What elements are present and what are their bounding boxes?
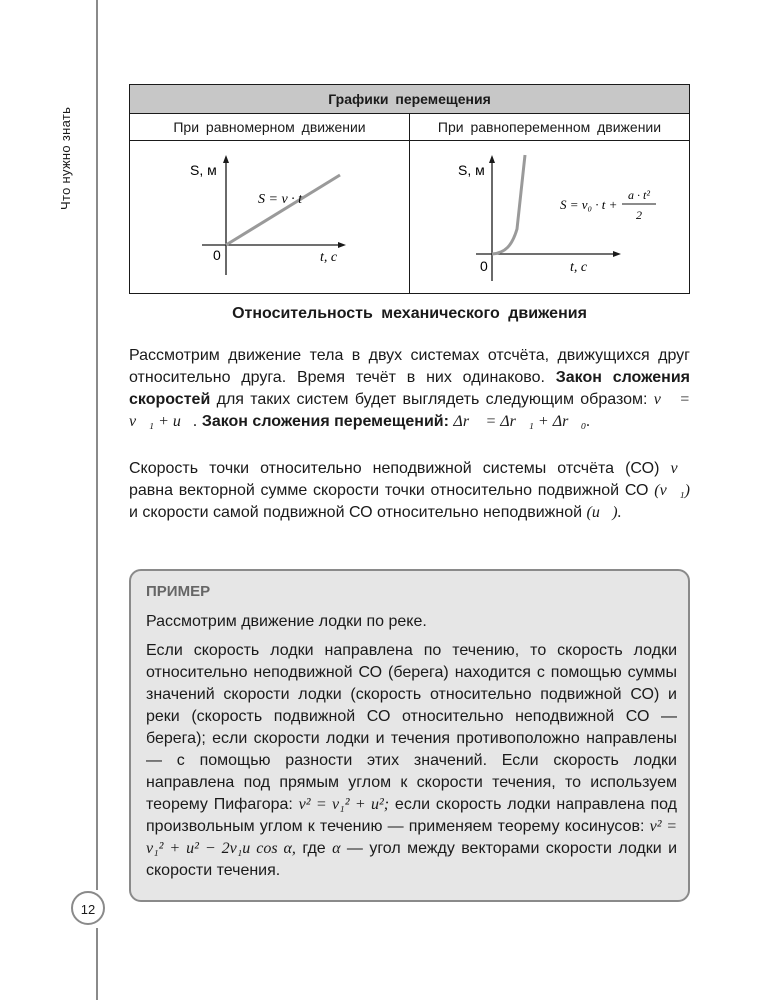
y-axis-label: S, м <box>190 162 217 178</box>
origin-label: 0 <box>480 258 488 274</box>
y-axis-arrow <box>489 155 495 163</box>
graphs-table-title: Графики перемещения <box>130 85 689 114</box>
uniform-motion-graph <box>130 141 409 293</box>
y-axis-arrow <box>223 155 229 163</box>
x-axis-arrow <box>613 251 621 257</box>
velocity-symbol: v⃗ <box>670 460 690 477</box>
graphs-table <box>129 84 690 294</box>
cosine-law-formula: v² = v₁² + u² − 2v₁u cos α, <box>146 818 678 857</box>
sidebar-divider <box>96 0 98 890</box>
formula-label: S = v₀ · t + <box>560 197 618 212</box>
formula-label: S = v · t <box>258 192 303 207</box>
x-axis-label: t, c <box>570 260 588 275</box>
column-accelerated: При равнопеременном движении <box>409 114 689 140</box>
formula-numerator: a · t² <box>628 188 650 202</box>
section-label: Что нужно знать <box>58 106 73 210</box>
linear-displacement-line <box>226 175 340 245</box>
column-uniform: При равномерном движении <box>173 119 366 135</box>
paragraph-relative-motion: Рассмотрим движение тела в двух системах отсчёта, движущихся друг относительно друга. Время течёт в них одинаково. Закон сложения скоростей для таких систем будет выглядеть следующим образом: v⃗ = v⃗₁ + u⃗. Закон сложения перемещений: Δr⃗ = Δr⃗₁ + Δr⃗₀. <box>129 347 691 430</box>
x-axis-label: t, c <box>320 250 338 265</box>
velocity-addition-formula: v⃗ = v⃗₁ + u⃗. <box>129 391 691 430</box>
example-title: ПРИМЕР <box>146 583 211 600</box>
example-explanation: Если скорость лодки направлена по течению, то скорость лодки относительно неподвижной СО (берега) находится с помощью суммы значений скорости лодки (скорость относительно подвижной СО) и реки (скорость подвижной СО относительно неподвижной СО — берега); если скорости лодки и течения противоположно направлены — с помощью разности этих значений. Если скорость лодки направлена под прямым углом к скорости течения, то используем теорему Пифагора: v² = v₁² + u²; если скорость лодки направлена под произвольным углом к течению — применяем теорему косинусов: v² = v₁² + u² − 2v₁u cos α, где α — угол между векторами скорости лодки и скорости течения. <box>146 642 678 879</box>
section-title: Относительность механического движения <box>232 305 587 322</box>
formula-denominator: 2 <box>636 208 642 222</box>
pythagoras-formula: v² = v₁² + u²; <box>298 796 390 813</box>
uniform-graph-cell <box>130 141 409 293</box>
y-axis-label: S, м <box>458 162 485 178</box>
velocity-v1-symbol: (v⃗₁) <box>654 482 690 499</box>
page-number: 12 <box>71 891 105 925</box>
parabolic-displacement-curve <box>492 155 525 254</box>
accelerated-graph-cell <box>409 141 689 293</box>
origin-label: 0 <box>213 247 221 263</box>
sidebar-divider-bottom <box>96 928 98 1000</box>
velocity-u-symbol: (u⃗). <box>586 504 622 521</box>
accelerated-motion-graph <box>410 141 690 293</box>
alpha-symbol: α <box>332 840 341 857</box>
displacement-addition-formula: Δr⃗ = Δr⃗₁ + Δr⃗₀. <box>453 413 591 430</box>
graphs-table-columns <box>130 114 689 141</box>
velocity-addition-law-term: Закон сложения скоростей <box>129 369 690 408</box>
x-axis-arrow <box>338 242 346 248</box>
example-intro: Рассмотрим движение лодки по реке. <box>146 613 427 630</box>
paragraph-velocity-sum: Скорость точки относительно неподвижной системы отсчёта (СО) v⃗ равна векторной сумме скорости точки относительно подвижной СО (v⃗₁) и скорости самой подвижной СО относительно неподвижной (u⃗). <box>129 460 690 521</box>
displacement-addition-law-term: Закон сложения перемещений: <box>201 413 449 430</box>
example-box <box>129 569 690 902</box>
